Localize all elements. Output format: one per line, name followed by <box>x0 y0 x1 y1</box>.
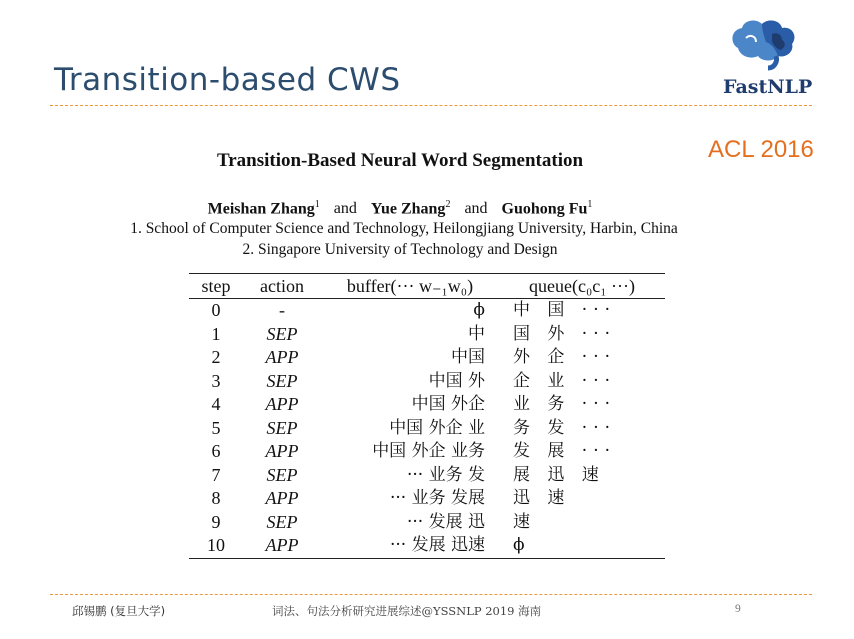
transition-table <box>189 273 665 559</box>
step-cell: 10 <box>189 534 243 558</box>
table-row <box>189 370 665 394</box>
action-cell: APP <box>265 347 299 368</box>
step-cell: 0 <box>211 300 221 321</box>
queue-cell: 发 展 ··· <box>513 441 617 462</box>
table-header-row <box>189 274 665 299</box>
buffer-cell: ··· 业务 发展 <box>389 488 485 509</box>
table-body <box>189 299 665 559</box>
action-cell: SEP <box>266 323 298 344</box>
table-row <box>189 464 665 488</box>
footer-divider <box>50 594 812 595</box>
step-cell: 8 <box>211 488 221 509</box>
title-divider <box>50 105 812 106</box>
author-name: Guohong Fu <box>501 200 588 218</box>
table-row <box>189 323 665 347</box>
queue-cell: 国 外 ··· <box>513 323 617 344</box>
venue-label: ACL 2016 <box>708 136 814 163</box>
table-row <box>189 393 665 417</box>
action-cell: SEP <box>266 464 298 485</box>
step-cell: 4 <box>211 394 221 415</box>
action-cell: - <box>279 300 285 321</box>
step-cell: 3 <box>211 370 221 391</box>
action-cell: APP <box>265 441 299 462</box>
step-cell: 9 <box>211 511 221 532</box>
logo-text: FastNLP <box>723 76 813 98</box>
table-row <box>189 534 665 558</box>
action-cell: APP <box>243 534 321 558</box>
step-cell: 1 <box>211 323 221 344</box>
table-row <box>189 440 665 464</box>
author-name: Yue Zhang <box>370 200 446 218</box>
author-affil-mark: 2 <box>445 199 451 210</box>
queue-cell: 外 企 ··· <box>513 347 617 368</box>
footer-author: 邱锡鹏 (复旦大学) <box>72 604 166 618</box>
action-cell: SEP <box>266 370 298 391</box>
queue-cell: 迅 速 <box>513 488 571 509</box>
queue-cell: 速 <box>513 511 536 532</box>
step-cell: 5 <box>211 417 221 438</box>
page-number: 9 <box>735 603 741 615</box>
step-cell: 7 <box>211 464 221 485</box>
affiliation-1: 1. School of Computer Science and Technology, Heilongjiang University, Harbin, China <box>130 220 678 237</box>
action-cell: APP <box>265 488 299 509</box>
action-cell: SEP <box>266 417 298 438</box>
header-buffer: buffer(··· w₋₁w₀) <box>321 274 499 299</box>
buffer-cell: 中国 外 <box>428 370 485 391</box>
buffer-cell: 中国 外企 <box>411 394 485 415</box>
buffer-cell: ··· 业务 发 <box>406 464 485 485</box>
buffer-cell: ··· 发展 迅 <box>406 511 485 532</box>
paper-title: Transition-Based Neural Word Segmentation <box>216 150 584 171</box>
header-step: step <box>189 274 243 299</box>
and-word: and <box>333 200 357 218</box>
author-affil-mark: 1 <box>587 199 593 210</box>
step-cell: 2 <box>211 347 221 368</box>
paper-authors <box>0 199 800 218</box>
affiliation-2: 2. Singapore University of Technology and Design <box>242 241 558 258</box>
table-row <box>189 299 665 323</box>
buffer-cell: ··· 发展 迅速 <box>321 534 499 558</box>
buffer-cell: ϕ <box>473 300 485 321</box>
table-row <box>189 346 665 370</box>
header-queue: queue(c₀c₁ ···) <box>499 274 665 299</box>
header-action: action <box>243 274 321 299</box>
table-row <box>189 511 665 535</box>
action-cell: SEP <box>266 511 298 532</box>
queue-cell: 中 国 ··· <box>513 300 617 321</box>
queue-cell: ϕ <box>499 534 665 558</box>
author-name: Meishan Zhang <box>207 200 315 218</box>
author-affil-mark: 1 <box>314 199 320 210</box>
buffer-cell: 中国 外企 业 <box>389 417 485 438</box>
action-cell: APP <box>265 394 299 415</box>
step-cell: 6 <box>211 441 221 462</box>
queue-cell: 业 务 ··· <box>513 394 617 415</box>
and-word: and <box>464 200 488 218</box>
table-row <box>189 487 665 511</box>
table-row <box>189 417 665 441</box>
queue-cell: 企 业 ··· <box>513 370 617 391</box>
footer-talk-title: 词法、句法分析研究进展综述@YSSNLP 2019 海南 <box>272 604 542 618</box>
queue-cell: 务 发 ··· <box>513 417 617 438</box>
buffer-cell: 中国 <box>451 347 485 368</box>
buffer-cell: 中 <box>468 323 485 344</box>
buffer-cell: 中国 外企 业务 <box>372 441 485 462</box>
slide-title: Transition-based CWS <box>54 62 401 98</box>
queue-cell: 展 迅 速 <box>513 464 605 485</box>
